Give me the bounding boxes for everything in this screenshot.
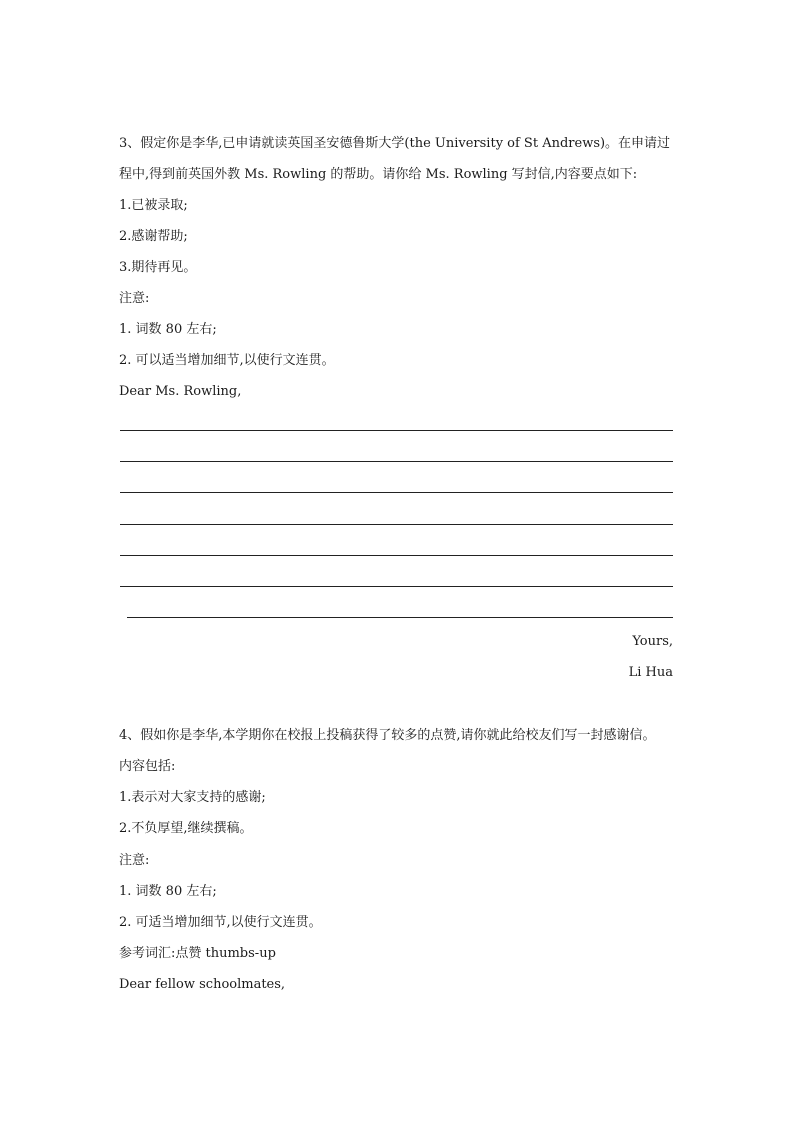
q3-note-label: 注意:	[119, 291, 150, 306]
q3-point-1: 1.已被录取;	[119, 198, 188, 213]
q4-prompt-line1: 4、假如你是李华,本学期你在校报上投稿获得了较多的点赞,请你就此给校友们写一封感谢信。	[119, 728, 656, 743]
q3-salutation: Dear Ms. Rowling,	[119, 384, 242, 399]
q4-note-1: 1. 词数 80 左右;	[119, 884, 217, 899]
q4-salutation: Dear fellow schoolmates,	[119, 977, 286, 992]
q4-content-label: 内容包括:	[119, 759, 176, 774]
q4-note-label: 注意:	[119, 853, 150, 868]
answer-line	[127, 617, 673, 618]
q3-point-3: 3.期待再见。	[119, 260, 197, 275]
answer-line	[120, 555, 673, 556]
q4-point-2: 2.不负厚望,继续撰稿。	[119, 821, 253, 836]
q4-point-1: 1.表示对大家支持的感谢;	[119, 790, 266, 805]
q3-signature: Li Hua	[628, 665, 673, 680]
q3-closing: Yours,	[632, 634, 673, 649]
q3-prompt-line1: 3、假定你是李华,已申请就读英国圣安德鲁斯大学(the University of St Andrews)。在申请过	[119, 136, 671, 151]
answer-line	[120, 492, 673, 493]
q3-point-2: 2.感谢帮助;	[119, 229, 188, 244]
answer-line	[120, 430, 673, 431]
q3-note-1: 1. 词数 80 左右;	[119, 322, 217, 337]
q3-prompt-line2: 程中,得到前英国外教 Ms. Rowling 的帮助。请你给 Ms. Rowling 写封信,内容要点如下:	[119, 167, 638, 182]
q4-note-2: 2. 可适当增加细节,以使行文连贯。	[119, 915, 322, 930]
answer-line	[120, 524, 673, 525]
q3-note-2: 2. 可以适当增加细节,以使行文连贯。	[119, 353, 335, 368]
answer-line	[120, 461, 673, 462]
answer-line	[120, 586, 673, 587]
q4-vocab: 参考词汇:点赞 thumbs-up	[119, 946, 276, 961]
